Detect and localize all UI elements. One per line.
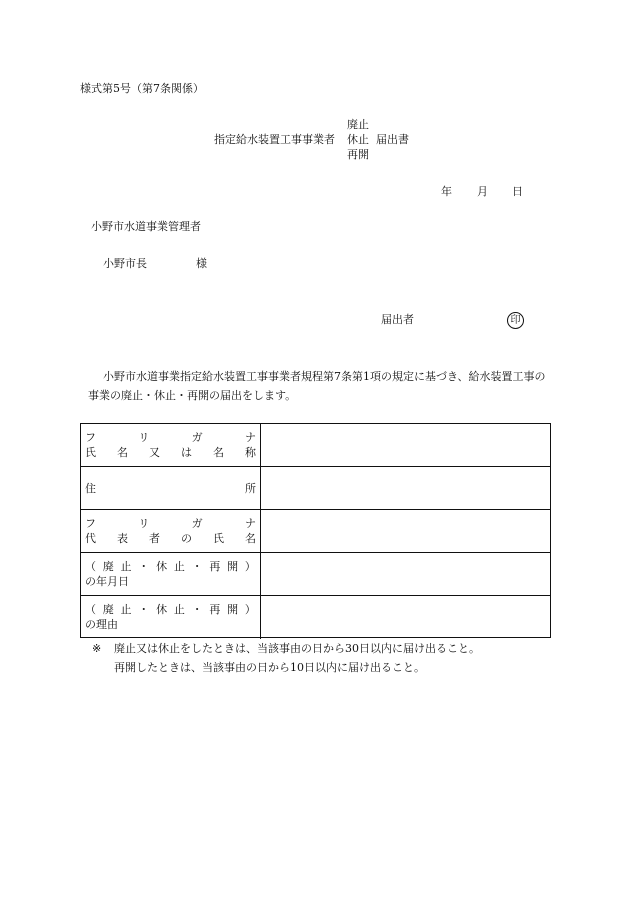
date-value-field[interactable]: [261, 553, 550, 595]
table-row-reason: [81, 596, 550, 639]
table-row-representative: [81, 510, 550, 553]
title-options: [347, 117, 369, 162]
label-rep-furigana: フ リ ガ ナ: [85, 517, 256, 530]
note-line-2: 再開したときは、当該事由の日から10日以内に届け出ること。: [114, 661, 425, 674]
label-cell-address: [81, 467, 261, 509]
table-row-date: [81, 553, 550, 596]
form-table: [80, 423, 551, 638]
label-reason-of: の理由: [85, 618, 118, 631]
title-option-resume: 再開: [347, 148, 369, 161]
reason-value-field[interactable]: [261, 596, 550, 639]
label-cell-name: [81, 424, 261, 466]
label-change-type-reason: （ 廃 止 ・ 休 止 ・ 再 開 ）: [85, 603, 256, 616]
label-cell-representative: [81, 510, 261, 552]
seal-mark: 印: [507, 312, 524, 329]
applicant-label: 届出者: [381, 313, 414, 326]
label-cell-date: [81, 553, 261, 595]
addressee: 小野市水道事業管理者: [91, 220, 201, 233]
form-number: 様式第5号（第7条関係）: [80, 82, 204, 95]
date-month-label: 月: [477, 185, 488, 198]
date-year-label: 年: [441, 185, 452, 198]
table-row-name: [81, 424, 550, 467]
label-cell-reason: [81, 596, 261, 639]
title-option-suspend: 休止: [347, 133, 369, 146]
representative-value-field[interactable]: [261, 510, 550, 552]
note-mark: ※: [92, 642, 102, 655]
title-suffix: 届出書: [376, 133, 409, 146]
body-text: 小野市水道事業指定給水装置工事事業者規程第7条第1項の規定に基づき、給水装置工事の事業の廃止・休止・再開の届出をします。: [88, 370, 546, 402]
title-main: 指定給水装置工事事業者: [214, 133, 335, 146]
address-value-field[interactable]: [261, 467, 550, 509]
label-address: 住 所: [85, 482, 256, 495]
title-option-abolish: 廃止: [347, 118, 369, 131]
recipient-name: 小野市長: [103, 257, 147, 270]
label-date-of: の年月日: [85, 575, 129, 588]
name-value-field[interactable]: [261, 424, 550, 466]
label-representative-name: 代 表 者 の 氏 名: [85, 532, 256, 545]
table-row-address: [81, 467, 550, 510]
label-furigana: フ リ ガ ナ: [85, 431, 256, 444]
date-day-label: 日: [512, 185, 523, 198]
note-line-1: 廃止又は休止をしたときは、当該事由の日から30日以内に届け出ること。: [114, 642, 480, 655]
label-name-or-title: 氏 名 又 は 名 称: [85, 446, 256, 459]
label-change-type: （ 廃 止 ・ 休 止 ・ 再 開 ）: [85, 560, 256, 573]
recipient-honorific: 様: [196, 257, 207, 270]
